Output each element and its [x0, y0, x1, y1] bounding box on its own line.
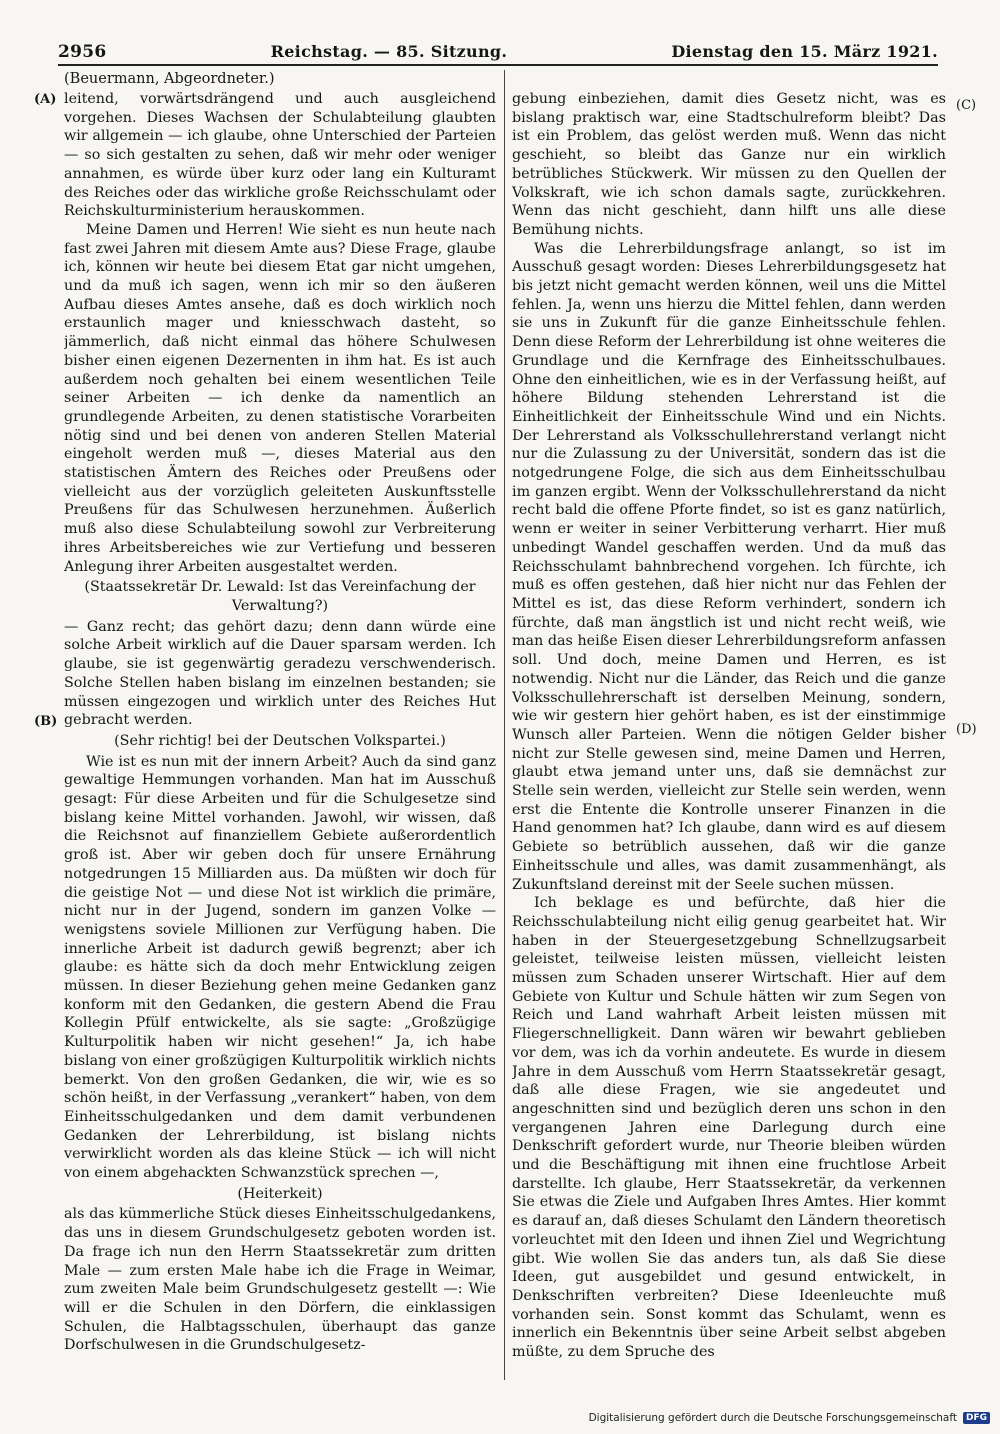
dfg-logo: DFG	[963, 1412, 990, 1424]
margin-mark-a: (A)	[34, 92, 57, 107]
paragraph: gebung einbeziehen, damit dies Gesetz nicht, was es bislang praktisch war, eine Stadtschulreform bleibt? Das ist ein Problem, das gelöst werden muß. Wenn das nicht geschieht, so bleibt das Ganze nur ein wirklich betrübliches Stückwerk. Wir müssen zu den Quellen der Volkskraft, wie ich schon damals sagte, zurückkehren. Wenn das nicht geschieht, dann hilft uns alle diese Bemühung nichts.	[512, 91, 946, 238]
header-date: Dienstag den 15. März 1921.	[671, 42, 938, 61]
right-column	[512, 90, 946, 1380]
paragraph: als das kümmerliche Stück dieses Einheitsschulgedankens, das uns in diesem Grundschulgesetz geboten worden ist. Da frage ich nun den Herrn Staatssekretär zum dritten Male — zum ersten Male habe ich die Frage in Weimar, zum zweiten Male beim Grundschulgesetz gestellt —: Wie will er die Schulen in den Dörfern, die einklassigen Schulen, die Halbtagsschulen, überhaupt das ganze Dorfschulwesen in die Grundschulgesetz-	[64, 1206, 496, 1354]
speaker-label: (Beuermann, Abgeordneter.)	[64, 71, 275, 87]
interjection: (Heiterkeit)	[237, 1185, 323, 1202]
page-header	[58, 42, 938, 62]
page-number: 2956	[58, 42, 107, 62]
header-title: Reichstag. — 85. Sitzung.	[270, 42, 508, 61]
paragraph: Was die Lehrerbildungsfrage anlangt, so ist im Ausschuß gesagt worden: Dieses Lehrerbildungsgesetz hat bis jetzt nicht gemacht werden können, weil uns die Mittel fehlen. Ja, wenn uns hierzu die Mittel fehlen, dann werden sie uns in Zukunft für die ganze Einheitsschule fehlen. Denn diese Reform der Lehrerbildung ist ohne weiteres die Grundlage und die Kernfrage des Einheitsschulbaues. Ohne den einheitlichen, wie es in der Verfassung heißt, auf höhere Bildung stehenden Lehrerstand ist die Einheitlichkeit der Einheitsschule Wind und ein Nichts. Der Lehrerstand als Volksschullehrerstand verlangt nicht nur die Zulassung zu der Universität, sondern das ist die notgedrungene Folge, die sich aus dem Einheitsschulbau im ganzen ergibt. Wenn der Volksschullehrerstand da nicht recht bald die offene Pforte findet, so ist es ganz natürlich, wenn er weiter in seiner Verbitterung verharrt. Hier muß unbedingt Wandel geschaffen werden. Und da muß das Reichsschulamt bahnbrechend vorgehen. Ich fürchte, ich muß es offen gestehen, daß hier nicht nur das Fehlen der Mittel es ist, das diese Reform verhindert, sondern ich fürchte, daß man ängstlich ist und nicht recht weiß, wie man das heiße Eisen dieser Lehrerbildungsreform anfassen soll. Und doch, meine Damen und Herren, es ist notwendig. Nicht nur die Länder, das Reich und die ganze Volksschullehrerschaft ist derselben Meinung, sondern, wie wir gestern hier gehört haben, es ist der einstimmige Wunsch aller Parteien. Wenn die nötigen Gelder bisher nicht zur Stelle gewesen sind, meine Damen und Herren, glaubt etwa jemand unter uns, daß sie demnächst zur Stelle sein werden, vielleicht zur Stelle sein werden, wenn erst die Entente die Kontrolle unserer Finanzen in die Hand genommen hat? Ich glaube, dann wird es auf diesem Gebiete so betrüblich aussehen, daß wir die ganze Einheitsschule und alles, was damit zusammenhängt, als Zukunftsland dereinst mit der Seele suchen müssen.	[512, 240, 946, 893]
footer	[589, 1412, 990, 1424]
interjection: (Staatssekretär Dr. Lewald: Ist das Vereinfachung der Verwaltung?)	[84, 579, 476, 614]
paragraph: leitend, vorwärtsdrängend und auch ausgleichend vorgehen. Dieses Wachsen der Schulabteilung glaubten wir allgemein — ich glaube, ohne Unterschied der Parteien — so sich gestalten zu sehen, daß wir mehr oder weniger annahmen, es würde über kurz oder lang ein Kulturamt des Reiches oder das wirkliche große Reichsschulamt oder Reichskulturministerium herauskommen.	[64, 91, 496, 220]
header-rule	[58, 64, 938, 66]
paragraph: Ich beklage es und befürchte, daß hier die Reichsschulabteilung nicht eilig genug gearbeitet hat. Wir haben in der Steuergesetzgebung Schnellzugsarbeit geleistet, teilweise leisten müssen, vielleicht leisten müssen zum Schaden unserer Wirtschaft. Hier auf dem Gebiete von Kultur und Schule hätten wir zum Segen von Reich und Land wahrhaft Arbeit leisten müssen mit Fliegerschnelligkeit. Dann wären wir bewahrt geblieben vor dem, was ich da vorhin andeutete. Es wurde in diesem Jahre in dem Ausschuß vom Herrn Staatssekretär gesagt, daß alle diese Fragen, wie sie angedeutet und angeschnitten sind und bezüglich deren uns schon in den vergangenen Jahren eine Darlegung durch eine Denkschrift gefordert wurde, nur Theorie bleiben würden und die Beschäftigung mit ihnen eine fruchtlose Arbeit darstellte. Ich glaube, Herr Staatssekretär, da verkennen Sie etwas die Ziele und Aufgaben Ihres Amtes. Hier kommt es darauf an, daß dieses Schulamt den Ländern theoretisch vorleuchtet mit den Ideen und ihnen Ziel und Wegrichtung gibt. Wie wollen Sie das anders tun, als daß Sie diese Ideen, gut ausgebildet und gesund entwickelt, in Denkschriften verbreiten? Diese Ideenleuchte muß vorhanden sein. Sonst kommt das Schulamt, wenn es innerlich ein Bekenntnis über seine Arbeit selbst abgeben müßte, zu dem Spruche des	[512, 895, 946, 1361]
column-divider	[504, 70, 505, 1380]
margin-mark-d: (D)	[956, 722, 977, 737]
paragraph: — Ganz recht; das gehört dazu; denn dann würde eine solche Arbeit wirklich auf die Dauer sparsam werden. Ich glaube, sie ist gegenwärtig geradezu verschwenderisch. Solche Stellen haben bislang im einzelnen bestanden; sie müssen eingezogen und wirklich unter des Reiches Hut gebracht werden.	[64, 618, 496, 729]
left-column	[64, 90, 496, 1380]
paragraph: Wie ist es nun mit der innern Arbeit? Auch da sind ganz gewaltige Hemmungen vorhanden. Man hat im Ausschuß gesagt: Für diese Arbeiten und für die Schulgesetze sind bislang keine Mittel vorhanden. Jawohl, wir wissen, daß die Reichsnot auf finanziellem Gebiete außerordentlich groß ist. Aber wir geben doch für unsere Ernährung notgedrungen 15 Milliarden aus. Da müßten wir doch für die geistige Not — und diese Not ist wirklich die primäre, nicht nur in der Jugend, sondern im ganzen Volke — wenigstens soviele Millionen zur Verfügung haben. Die innerliche Arbeit ist dadurch gewiß begrenzt; aber ich glaube: es hätte sich da doch mehr Entwicklung zeigen müssen. In dieser Beziehung gehen meine Gedanken ganz konform mit den Gedanken, die gestern Abend die Frau Kollegin Pfülf entwickelte, als sie sagte: „Großzügige Kulturpolitik haben wir nicht gesehen!“ Ja, ich habe bislang von einer großzügigen Kulturpolitik wirklich nichts bemerkt. Von den großen Gedanken, die wir, wie es so schön heißt, in der Verfassung „verankert“ haben, von dem Einheitsschulgedanken und dem damit verbundenen Gedanken der Lehrerbildung, ist bislang nichts verwirklicht worden als das kleine Stück — ich will nicht von einem abgehackten Schwanzstück sprechen —,	[64, 753, 496, 1182]
margin-mark-b: (B)	[34, 714, 58, 729]
margin-mark-c: (C)	[956, 98, 977, 113]
interjection: (Sehr richtig! bei der Deutschen Volkspartei.)	[114, 732, 446, 749]
paragraph: Meine Damen und Herren! Wie sieht es nun heute nach fast zwei Jahren mit diesem Amte aus? Diese Frage, glaube ich, können wir heute bei diesem Etat gar nicht umgehen, und da muß ich sagen, wenn ich mir so den äußeren Aufbau dieses Amtes ansehe, daß es doch wirklich noch erstaunlich mager und kniesschwach dasteht, so jämmerlich, daß nicht einmal das höhere Schulwesen bisher einen eigenen Dezernenten in ihm hat. Es ist auch außerdem noch gehalten bei einem wesentlichen Teile seiner Arbeiten — ich denke da namentlich an grundlegende Arbeiten, zu denen statistische Vorarbeiten nötig sind und bei denen von anderen Stellen Material eingeholt werden muß —, dieses Material aus den statistischen Ämtern des Reiches oder Preußens oder vielleicht aus der vorzüglich geleiteten Auskunftsstelle Preußens für das Schulwesen herzunehmen. Äußerlich muß also diese Schulabteilung sowohl zur Verbreiterung ihres Arbeitsbereiches wie zur Vertiefung und besseren Anlegung ihrer Arbeiten ausgestaltet werden.	[64, 221, 496, 575]
footer-text: Digitalisierung gefördert durch die Deutsche Forschungsgemeinschaft	[588, 1412, 957, 1424]
